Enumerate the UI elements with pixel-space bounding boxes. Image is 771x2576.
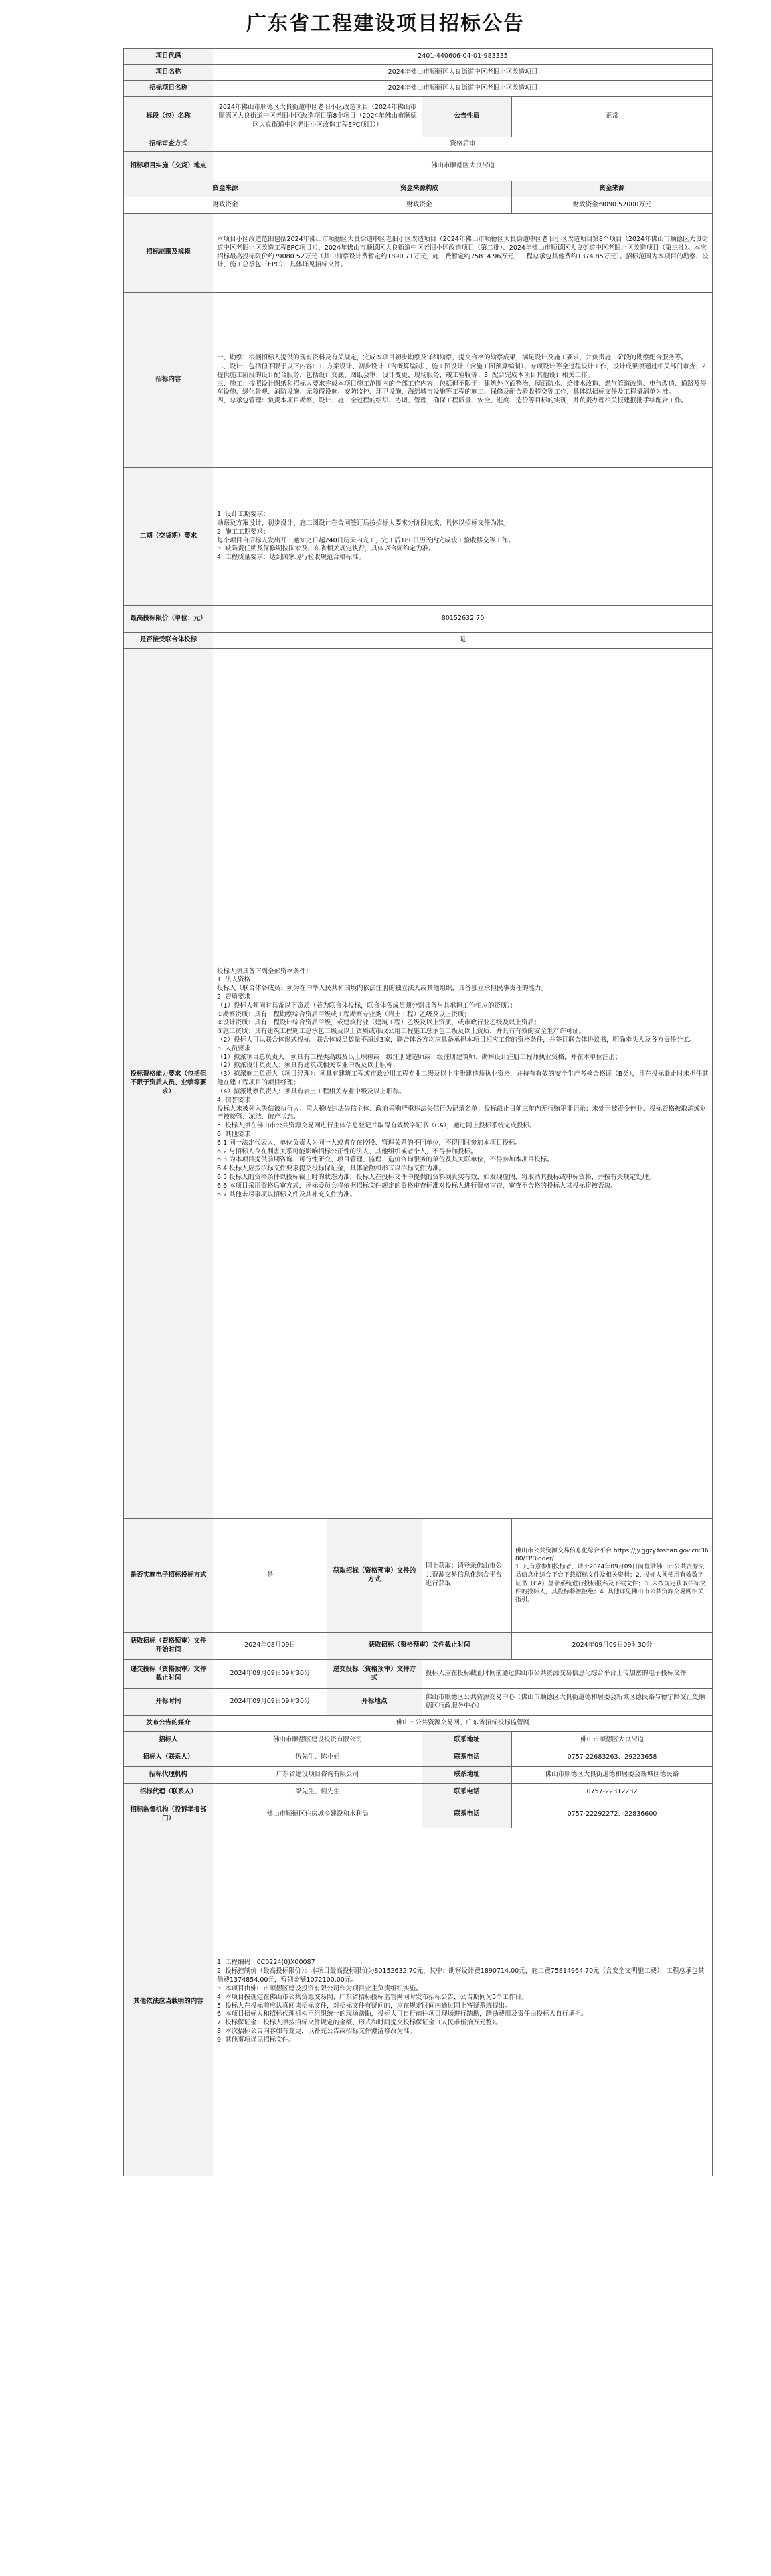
- tenderer-label: 招标人: [124, 1732, 213, 1749]
- section-label: 标段（包）名称: [124, 97, 213, 137]
- duration-text: 1. 设计工期要求： 勘察及方案设计、初步设计、施工图设计在合同签订后按招标人要求分阶段完成，具体以招标文件为准。 2. 施工工期要求： 每个项目自招标人发出开工通知之日起240日历天内完工，完工后180日历天内完成竣工验收移交等工作。 3. 缺陷责任期及保修期按国家及广东省相关规定执行，具体以合同约定为准。 4. 工程质量要求：达到国家现行验收规范合格标准。: [213, 468, 713, 606]
- media-value: 佛山市公共资源交易网、广东省招标投标监管网: [213, 1716, 713, 1732]
- submit-text[interactable]: 佛山市公共资源交易信息化综合平台 https://jy.ggzy.foshan.gov.cn:3680/TPBidder/ 1. 凡有意参加投标者，请于2024年09月09日前登录佛山市公共资源交易信息化综合平台下载招标文件及相关资料；2. 投标人须使用有效数字证书（CA）登录系统进行投标报名及下载文件；3. 未按规定获取招标文件的投标人，其投标将被拒绝；4. 其他详见佛山市公共资源交易网相关指引。: [512, 1519, 713, 1633]
- section-value: 2024年佛山市顺德区大良街道中区老旧小区改造项目（2024年佛山市顺德区大良街道中区老旧小区改造项目第8个项目（2024年佛山市顺德区大良街道中区老旧小区改造工程EPC项目））: [213, 97, 422, 137]
- max-price-value: 80152632.70: [213, 606, 713, 633]
- row-contact1: [124, 1749, 713, 1767]
- duration-label: 工期（交货期）要求: [124, 468, 213, 606]
- contact1-label: 招标人（联系人）: [124, 1749, 213, 1767]
- approval-label: 招标审查方式: [124, 137, 213, 152]
- supervisor-tel: 0757-22292272、22836600: [512, 1801, 713, 1828]
- qualification-label: 投标资格能力要求（包括但不限于资质人员、业绩等要求）: [124, 649, 213, 1519]
- row-agency: [124, 1767, 713, 1784]
- row-project-code: [124, 49, 713, 65]
- method-label: 获取招标（资格预审）文件的方式: [327, 1519, 422, 1633]
- row-bid-project-name: [124, 81, 713, 97]
- funding-composition: 财政资金:9090.52000万元: [512, 197, 713, 214]
- electronic-value: 是: [213, 1519, 327, 1633]
- project-code-label: 项目代码: [124, 49, 213, 65]
- row-doc-time: [124, 1633, 713, 1660]
- contact1-tel-label: 联系电话: [422, 1749, 512, 1767]
- opening-label: 开标时间: [124, 1689, 213, 1716]
- max-price-label: 最高投标限价（单位：元）: [124, 606, 213, 633]
- doc-start-value: 2024年08月09日: [213, 1633, 327, 1660]
- row-funding-head: [124, 181, 713, 197]
- funding-source-2: 财政资金: [327, 197, 512, 214]
- approval-value: 资格后审: [213, 137, 713, 152]
- row-location: [124, 152, 713, 181]
- row-other: [124, 1828, 713, 2176]
- project-name-label: 项目名称: [124, 65, 213, 81]
- tenderer-addr-label: 联系地址: [422, 1732, 512, 1749]
- bid-content-text: 一、勘察：根据招标人提供的现有资料及有关规定，完成本项目初步勘察及详细勘察，提交合格的勘察成果，满足设计及施工要求，并负责施工阶段的勘察配合服务等。 二、设计：包括但不限于以下内容：1. 方案设计、初步设计（含概算编制）、施工图设计（含施工图预算编制）、专项设计等全过程设计工作，设计成果须通过相关部门审查；2. 提供施工阶段的设计配合服务，包括设计交底、图纸会审、设计变更、现场服务、竣工验收等；3. 配合完成本项目其他设计相关工作。 三、施工：按照设计图纸和招标人要求完成本项目施工范围内的全部工作内容，包括但不限于：建筑外立面整治、屋面防水、给排水改造、燃气管道改造、电气改造、道路及停车设施、绿化景观、消防设施、无障碍设施、安防监控、环卫设施、海绵城市设施等工程的施工、保修及配合验收移交等工作，具体以招标文件及工程量清单为准。 四、总承包管理：负责本项目勘察、设计、施工全过程的组织、协调、管理，确保工程质量、安全、进度、造价等目标的实现，并负责办理相关报建报批手续配合工作。: [213, 293, 713, 468]
- joint-label: 是否接受联合体投标: [124, 633, 213, 649]
- electronic-label: 是否实施电子招标投标方式: [124, 1519, 213, 1633]
- funding-source: 财政资金: [124, 197, 327, 214]
- contact2-tel: 0757-22312232: [512, 1784, 713, 1801]
- doc-start-label: 获取招标（资格预审）文件开始时间: [124, 1633, 213, 1660]
- bid-project-name-value: 2024年佛山市顺德区大良街道中区老旧小区改造项目: [213, 81, 713, 97]
- bid-project-name-label: 招标项目名称: [124, 81, 213, 97]
- deadline-value: 2024年09月09日09时30分: [213, 1660, 327, 1689]
- row-project-name: [124, 65, 713, 81]
- row-qualification: [124, 649, 713, 1519]
- agency-addr: 佛山市顺德区大良街道德和居委会新城区德民路: [512, 1767, 713, 1784]
- opening-place-text: 佛山市顺德区公共资源交易中心（佛山市顺德区大良街道德和居委会新城区德民路与德宁路交汇处顺德区行政服务中心）: [422, 1689, 713, 1716]
- funding-head-3: 资金来源构成: [327, 181, 512, 197]
- status-value: 正常: [512, 97, 713, 137]
- other-label: 其他依法应当载明的内容: [124, 1828, 213, 2176]
- row-electronic: [124, 1519, 713, 1633]
- project-code-value: 2401-440606-04-01-983335: [213, 49, 713, 65]
- page-title: 广东省工程建设项目招标公告: [246, 12, 525, 35]
- deadline-method-label: 递交投标（资格预审）文件方式: [327, 1660, 422, 1689]
- tenderer-name: 佛山市顺德区建设投资有限公司: [213, 1732, 422, 1749]
- opening-value: 2024年09月09日09时30分: [213, 1689, 327, 1716]
- contact1-name: 伍先生、陈小姐: [213, 1749, 422, 1767]
- status-label: 公告性质: [422, 97, 512, 137]
- row-tenderer: [124, 1732, 713, 1749]
- agency-name: 广东省建设项目咨询有限公司: [213, 1767, 422, 1784]
- method-text: 网上获取：请登录佛山市公共资源交易信息化综合平台进行获取: [422, 1519, 512, 1633]
- row-deadline: [124, 1660, 713, 1689]
- bid-content-label: 招标内容: [124, 293, 213, 468]
- row-section: [124, 97, 713, 137]
- opening-place-label: 开标地点: [327, 1689, 422, 1716]
- row-bid-content: [124, 293, 713, 468]
- scope-label: 招标范围及规模: [124, 214, 213, 293]
- media-label: 发布公告的媒介: [124, 1716, 213, 1732]
- contact2-label: 招标代理（联系人）: [124, 1784, 213, 1801]
- other-text: 1. 工程编码：0C0224(0)X00087 2. 投标控制价（最高投标限价）：本项目最高投标限价为80152632.70元，其中：勘察设计费1890714.00元，施工费75814964.70元（含安全文明施工费），工程总承包其他费1374854.00元，暂列金额1072100.00元。 3. 本项目由佛山市顺德区建设投资有限公司作为项目业主负责组织实施。 4. 本项目按规定在佛山市公共资源交易网、广东省招标投标监管网同时发布招标公告，公告期间为5个工作日。 5. 投标人在投标前应认真阅读招标文件，对招标文件有疑问的，应在规定时间内通过网上答疑系统提出。 6. 本项目招标人和招标代理机构不组织统一的现场踏勘，投标人可自行前往项目现场进行踏勘，踏勘费用及责任由投标人自行承担。 7. 投标保证金：投标人须按招标文件规定的金额、形式和时间提交投标保证金（人民币伍拾万元整）。 8. 本次招标公告内容如有变更，以补充公告或招标文件澄清修改为准。 9. 其他事项详见招标文件。: [213, 1828, 713, 2176]
- row-supervisor: [124, 1801, 713, 1828]
- row-contact2: [124, 1784, 713, 1801]
- project-name-value: 2024年佛山市顺德区大良街道中区老旧小区改造项目: [213, 65, 713, 81]
- supervisor-name: 佛山市顺德区住房城乡建设和水利局: [213, 1801, 422, 1828]
- row-funding: [124, 197, 713, 214]
- qualification-text: 投标人须具备下列全部资格条件： 1. 法人资格 投标人（联合体各成员）须为在中华人民共和国境内依法注册的独立法人或其他组织，具备独立承担民事责任的能力。 2. 资质要求 （1）投标人须同时具备以下资质（若为联合体投标，联合体各成员须分别具备与其承担工作相应的资质）： ①勘察资质：具有工程勘察综合资质甲级或工程勘察专业类（岩土工程）乙级及以上资质； ②设计资质：具有工程设计综合资质甲级，或建筑行业（建筑工程）乙级及以上资质，或市政行业乙级及以上资质； ③施工资质：具有建筑工程施工总承包二级及以上资质或市政公用工程施工总承包二级及以上资质，并具有有效的安全生产许可证。 （2）投标人可以联合体形式投标，联合体成员数量不超过3家，联合体各方均应具备承担本项目相应工作的资格条件，并签订联合体协议书，明确牵头人及各方责任分工。 3. 人员要求 （1）拟派项目总负责人：须具有工程类高级及以上职称或一级注册建造师或一级注册建筑师、勘察设计注册工程师执业资格，并在本单位注册； （2）拟派设计负责人：须具有建筑或相关专业中级及以上职称； （3）拟派施工负责人（项目经理）：须具有建筑工程或市政公用工程专业二级及以上注册建造师执业资格，并持有有效的安全生产考核合格证（B类），且在投标截止时未担任其他在建工程项目的项目经理； （4）拟派勘察负责人：须具有岩土工程相关专业中级及以上职称。 4. 信誉要求 投标人未被列入失信被执行人、重大税收违法失信主体、政府采购严重违法失信行为记录名单；投标截止日前三年内无行贿犯罪记录；未处于被责令停业、投标资格被取消或财产被接管、冻结、破产状态。 5. 投标人须在佛山市公共资源交易网进行主体信息登记并取得有效数字证书（CA），通过网上投标系统完成投标。 6. 其他要求 6.1 同一法定代表人、单位负责人为同一人或者存在控股、管理关系的不同单位，不得同时参加本项目投标。 6.2 与招标人存在利害关系可能影响招标公正性的法人、其他组织或者个人，不得参加投标。 6.3 为本项目提供前期咨询、可行性研究、项目管理、监理、造价咨询服务的单位及其关联单位，不得参加本项目投标。 6.4 投标人应按招标文件要求提交投标保证金，具体金额和形式以招标文件为准。 6.5 投标人的资格条件以投标截止时的状态为准，投标人在投标文件中提供的资料须真实有效，如发现虚假，将取消其投标或中标资格，并按有关规定处理。 6.6 本项目采用资格后审方式，评标委员会将依据招标文件规定的资格审查标准对投标人进行资格审查，审查不合格的投标人其投标将被否决。 6.7 其他未尽事项以招标文件及其补充文件为准。: [213, 649, 713, 1519]
- contact2-name: 梁先生、何先生: [213, 1784, 422, 1801]
- supervisor-tel-label: 联系电话: [422, 1801, 512, 1828]
- joint-value: 是: [213, 633, 713, 649]
- funding-head-1: 资金来源: [124, 181, 327, 197]
- scope-text: 本项目小区改造范围包括2024年佛山市顺德区大良街道中区老旧小区改造项目（2024年佛山市顺德区大良街道中区老旧小区改造项目第8个项目（2024年佛山市顺德区大良街道中区老旧小区改造工程EPC项目））、2024年佛山市顺德区大良街道中区老旧小区改造项目（第二批）、2024年佛山市顺德区大良街道中区老旧小区改造项目（第三批）。本次招标最高投标限价约79080.52万元（其中勘察设计费暂定约1890.71万元，施工费暂定约75814.96万元，工程总承包其他费约1374.85万元）。招标范围为本项目的勘察、设计、施工总承包（EPC），具体详见招标文件。: [213, 214, 713, 293]
- doc-end-value: 2024年09月09日09时30分: [512, 1633, 713, 1660]
- row-duration: [124, 468, 713, 606]
- deadline-label: 递交投标（资格预审）文件截止时间: [124, 1660, 213, 1689]
- row-approval: [124, 137, 713, 152]
- deadline-method-text: 投标人应在投标截止时间前通过佛山市公共资源交易信息化综合平台上传加密的电子投标文件: [422, 1660, 713, 1689]
- supervisor-label: 招标监督机构（投诉举报部门）: [124, 1801, 213, 1828]
- agency-label: 招标代理机构: [124, 1767, 213, 1784]
- row-media: [124, 1716, 713, 1732]
- doc-end-label: 获取招标（资格预审）文件截止时间: [327, 1633, 512, 1660]
- contact1-tel: 0757-22683263、29223658: [512, 1749, 713, 1767]
- row-max-price: [124, 606, 713, 633]
- location-label: 招标项目实施（交货）地点: [124, 152, 213, 181]
- funding-head-2: 资金来源: [512, 181, 713, 197]
- row-joint: [124, 633, 713, 649]
- row-opening: [124, 1689, 713, 1716]
- tenderer-addr: 佛山市顺德区大良街道: [512, 1732, 713, 1749]
- agency-addr-label: 联系地址: [422, 1767, 512, 1784]
- notice-table: [123, 48, 713, 2176]
- contact2-tel-label: 联系电话: [422, 1784, 512, 1801]
- location-value: 佛山市顺德区大良街道: [213, 152, 713, 181]
- row-scope: [124, 214, 713, 293]
